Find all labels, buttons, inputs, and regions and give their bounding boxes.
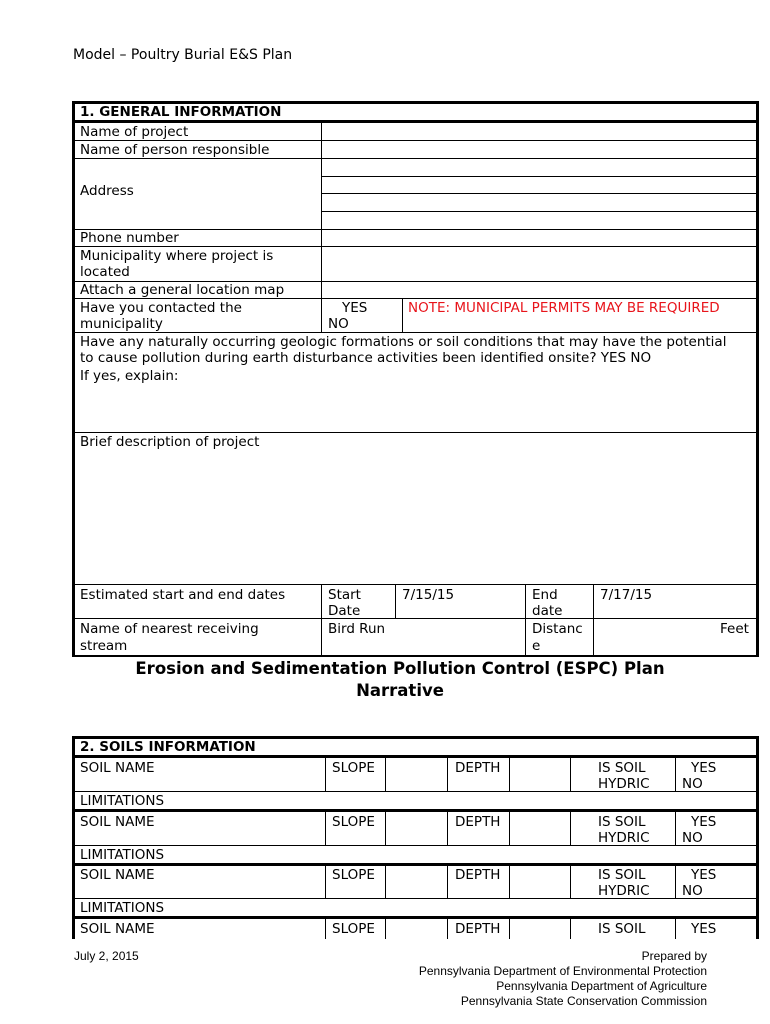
- attach-map-label: Attach a general location map: [80, 282, 285, 298]
- depth-label: DEPTH: [455, 921, 501, 937]
- address-label: Address: [80, 183, 134, 199]
- contacted-label-line2: municipality: [80, 316, 163, 332]
- municipality-label-line1: Municipality where project is: [80, 248, 274, 264]
- espc-title-line2: Narrative: [356, 681, 444, 700]
- slope-label: SLOPE: [332, 760, 375, 776]
- receiving-stream-label-line1: Name of nearest receiving: [80, 621, 259, 637]
- hydric-yes-option[interactable]: YES: [691, 814, 717, 830]
- is-soil-label: IS SOIL: [598, 760, 646, 776]
- espc-title-line1: Erosion and Sedimentation Pollution Control (ESPC) Plan: [135, 659, 665, 678]
- hydric-yes-option[interactable]: YES: [691, 760, 717, 776]
- geologic-explain-label: If yes, explain:: [80, 368, 179, 384]
- end-date-value[interactable]: 7/17/15: [600, 587, 653, 603]
- is-soil-label: IS SOIL: [598, 921, 646, 937]
- contacted-no-option[interactable]: NO: [328, 316, 349, 332]
- page-header-title: Model – Poultry Burial E&S Plan: [73, 47, 293, 63]
- depth-label: DEPTH: [455, 867, 501, 883]
- distance-label-line2: e: [532, 638, 541, 654]
- footer-date: July 2, 2015: [74, 949, 139, 963]
- soil-name-label: SOIL NAME: [80, 760, 155, 776]
- municipality-label-line2: located: [80, 264, 130, 280]
- depth-label: DEPTH: [455, 814, 501, 830]
- hydric-no-option[interactable]: NO: [682, 883, 703, 899]
- phone-label: Phone number: [80, 230, 179, 246]
- hydric-no-option[interactable]: NO: [682, 830, 703, 846]
- section-1-title: 1. GENERAL INFORMATION: [80, 104, 282, 120]
- hydric-no-option[interactable]: NO: [682, 776, 703, 792]
- receiving-stream-value[interactable]: Bird Run: [328, 621, 386, 637]
- receiving-stream-label-line2: stream: [80, 638, 128, 654]
- depth-label: DEPTH: [455, 760, 501, 776]
- soil-name-label: SOIL NAME: [80, 921, 155, 937]
- footer-dep: Pennsylvania Department of Environmental Protection: [418, 964, 707, 978]
- soil-name-label: SOIL NAME: [80, 814, 155, 830]
- hydric-yes-option[interactable]: YES: [691, 867, 717, 883]
- slope-label: SLOPE: [332, 867, 375, 883]
- contacted-label-line1: Have you contacted the: [80, 300, 242, 316]
- end-date-label-line1: End: [532, 587, 558, 603]
- soil-name-label: SOIL NAME: [80, 867, 155, 883]
- hydric-label: HYDRIC: [598, 883, 650, 899]
- limitations-label: LIMITATIONS: [80, 900, 165, 916]
- hydric-label: HYDRIC: [598, 776, 650, 792]
- distance-label-line1: Distanc: [532, 621, 583, 637]
- geologic-question-line1: Have any naturally occurring geologic formations or soil conditions that may have the potential: [80, 334, 727, 350]
- est-dates-label: Estimated start and end dates: [80, 587, 286, 603]
- slope-label: SLOPE: [332, 921, 375, 937]
- geologic-question-line2: to cause pollution during earth disturbance activities been identified onsite? YES NO: [80, 350, 652, 366]
- slope-label: SLOPE: [332, 814, 375, 830]
- is-soil-label: IS SOIL: [598, 867, 646, 883]
- section-2-title: 2. SOILS INFORMATION: [80, 739, 256, 755]
- hydric-label: HYDRIC: [598, 830, 650, 846]
- end-date-label-line2: date: [532, 603, 563, 619]
- footer-prepared-by: Prepared by: [641, 949, 707, 963]
- start-date-value[interactable]: 7/15/15: [402, 587, 455, 603]
- limitations-label: LIMITATIONS: [80, 847, 165, 863]
- contacted-yes-option[interactable]: YES: [342, 300, 368, 316]
- footer-agriculture: Pennsylvania Department of Agriculture: [496, 979, 707, 993]
- start-date-label-line1: Start: [328, 587, 361, 603]
- municipal-permits-note: NOTE: MUNICIPAL PERMITS MAY BE REQUIRED: [408, 300, 720, 316]
- is-soil-label: IS SOIL: [598, 814, 646, 830]
- start-date-label-line2: Date: [328, 603, 361, 619]
- brief-description-label: Brief description of project: [80, 434, 260, 450]
- distance-unit-feet: Feet: [720, 621, 749, 637]
- name-of-project-label: Name of project: [80, 124, 189, 140]
- footer-conservation: Pennsylvania State Conservation Commission: [460, 994, 707, 1008]
- limitations-label: LIMITATIONS: [80, 793, 165, 809]
- name-of-person-label: Name of person responsible: [80, 142, 270, 158]
- hydric-yes-option[interactable]: YES: [691, 921, 717, 937]
